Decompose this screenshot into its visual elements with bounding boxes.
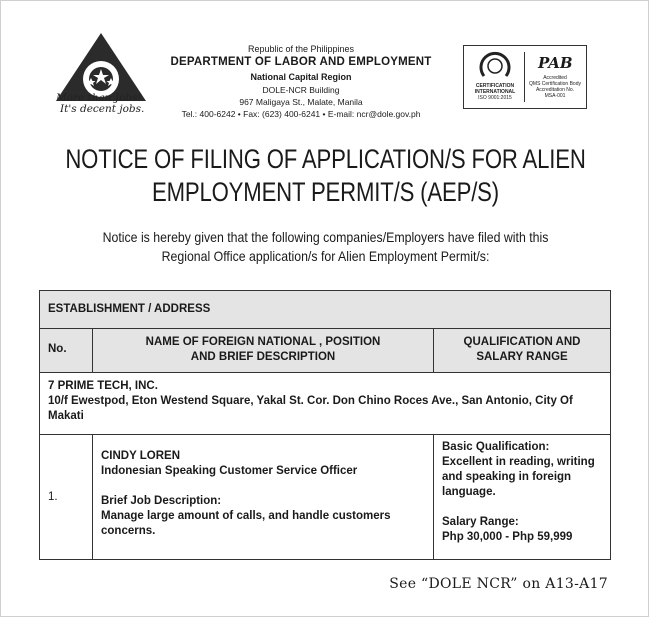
salary-label: Salary Range: xyxy=(442,516,519,528)
cert-left-line1: CERTIFICATION xyxy=(475,83,515,89)
brief-description-text: Manage large amount of calls, and handle customers concerns. xyxy=(101,510,391,537)
col-qual-header: QUALIFICATION AND SALARY RANGE xyxy=(463,336,581,363)
col-name-header: NAME OF FOREIGN NATIONAL , POSITION AND BRIEF DESCRIPTION xyxy=(93,329,434,372)
logo-motto: More than Jobs! It's decent jobs. xyxy=(56,92,145,115)
column-header-row xyxy=(40,329,610,373)
cert-divider xyxy=(524,52,525,102)
salary-text: Php 30,000 - Php 59,999 xyxy=(442,531,573,543)
building-line: DOLE-NCR Building xyxy=(262,85,340,95)
brief-description-label: Brief Job Description: xyxy=(101,495,222,507)
entry-qualification xyxy=(434,435,610,559)
qualification-text: Excellent in reading, writing and speaking in foreign language. xyxy=(442,456,595,498)
establishment-name: 7 PRIME TECH, INC. xyxy=(48,380,158,392)
entry-number: 1. xyxy=(40,435,93,559)
contact-line: Tel.: 400-6242 • Fax: (623) 400-6241 • E-mail: ncr@dole.gov.ph xyxy=(181,109,421,119)
letterhead xyxy=(151,44,451,120)
republic-line: Republic of the Philippines xyxy=(247,44,355,54)
entry-details xyxy=(93,435,434,559)
cert-left-line3: ISO 9001:2015 xyxy=(478,95,512,101)
cert-right-line4: MSA-001 xyxy=(544,93,566,99)
address-line: 967 Maligaya St., Malate, Manila xyxy=(239,97,363,107)
aep-table xyxy=(39,290,611,560)
notice-title: NOTICE OF FILING OF APPLICATION/S FOR ALIEN EMPLOYMENT PERMIT/S (AEP/S) xyxy=(65,144,586,207)
cert-left-line2: INTERNATIONAL xyxy=(474,89,516,95)
table-row xyxy=(40,435,610,559)
cert-right-line1: Accredited xyxy=(543,75,567,81)
foreign-national-name: CINDY LOREN xyxy=(101,450,181,462)
see-also-reference: See “DOLE NCR” on A13-A17 xyxy=(389,576,608,592)
certification-box xyxy=(463,45,587,109)
establishment-row xyxy=(40,373,610,435)
cert-right-line2: QMS Certification Body xyxy=(529,81,581,87)
department-name: DEPARTMENT OF LABOR AND EMPLOYMENT xyxy=(170,56,432,68)
position-title: Indonesian Speaking Customer Service Officer xyxy=(101,465,358,477)
region-name: National Capital Region xyxy=(250,72,352,82)
pab-logo: PAB xyxy=(538,54,573,72)
establishment-address: 10/f Ewestpod, Eton Westend Square, Yakal St. Cor. Don Chino Roces Ave., San Antonio, City Of Makati xyxy=(48,395,573,422)
establishment-header-row xyxy=(40,291,610,329)
iso-certification-icon xyxy=(478,50,512,82)
establishment-header: ESTABLISHMENT / ADDRESS xyxy=(48,303,211,315)
qualification-label: Basic Qualification: xyxy=(442,441,550,453)
cert-right-line3: Accreditation No. xyxy=(535,87,575,93)
establishment-info xyxy=(40,373,610,434)
col-no-header: No. xyxy=(40,329,93,372)
notice-intro: Notice is hereby given that the following companies/Employers have filed with this Regional Office application/s for Alien Employment Permit/s: xyxy=(102,229,549,264)
